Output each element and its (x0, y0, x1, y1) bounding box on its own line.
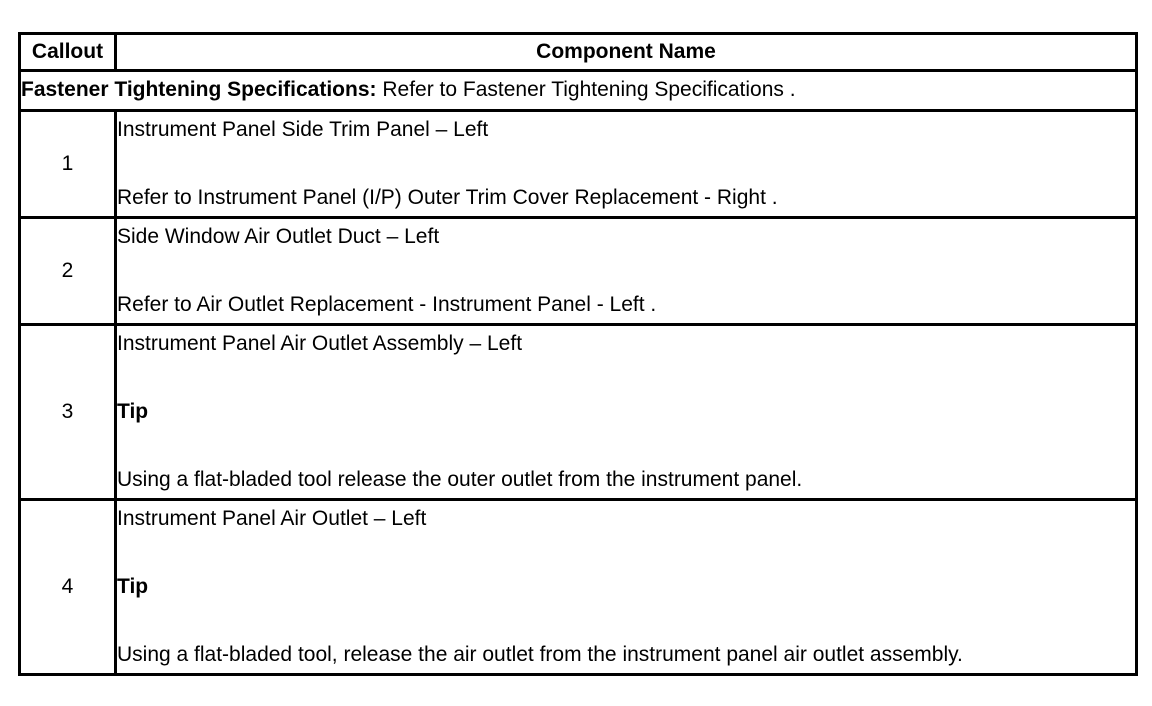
callout-number: 4 (20, 500, 116, 675)
callout-number: 3 (20, 325, 116, 500)
component-cell (116, 111, 1137, 218)
table-row (20, 111, 1137, 218)
tip-label: Tip (117, 399, 149, 423)
callout-header: Callout (20, 34, 116, 71)
components-table (18, 32, 1138, 676)
tip-text: Using a flat-bladed tool, release the air outlet from the instrument panel air outlet assembly. (117, 642, 963, 666)
fastener-text: Refer to Fastener Tightening Specifications . (376, 78, 796, 102)
component-reference: Refer to Instrument Panel (I/P) Outer Trim Cover Replacement - Right . (117, 185, 778, 209)
header-row (20, 34, 1137, 71)
table-row (20, 325, 1137, 500)
fastener-row (20, 71, 1137, 111)
component-name: Instrument Panel Side Trim Panel – Left (117, 117, 489, 141)
table-row (20, 218, 1137, 325)
tip-label: Tip (117, 574, 149, 598)
component-name-header: Component Name (116, 34, 1137, 71)
component-cell (116, 325, 1137, 500)
fastener-label: Fastener Tightening Specifications: (21, 78, 377, 102)
callout-number: 2 (20, 218, 116, 325)
callout-number: 1 (20, 111, 116, 218)
component-cell (116, 500, 1137, 675)
component-name: Side Window Air Outlet Duct – Left (117, 224, 440, 248)
table-row (20, 500, 1137, 675)
tip-text: Using a flat-bladed tool release the outer outlet from the instrument panel. (117, 467, 803, 491)
component-name: Instrument Panel Air Outlet – Left (117, 506, 427, 530)
component-cell (116, 218, 1137, 325)
fastener-cell (20, 71, 1137, 111)
component-reference: Refer to Air Outlet Replacement - Instrument Panel - Left . (117, 292, 657, 316)
component-name: Instrument Panel Air Outlet Assembly – Left (117, 331, 523, 355)
